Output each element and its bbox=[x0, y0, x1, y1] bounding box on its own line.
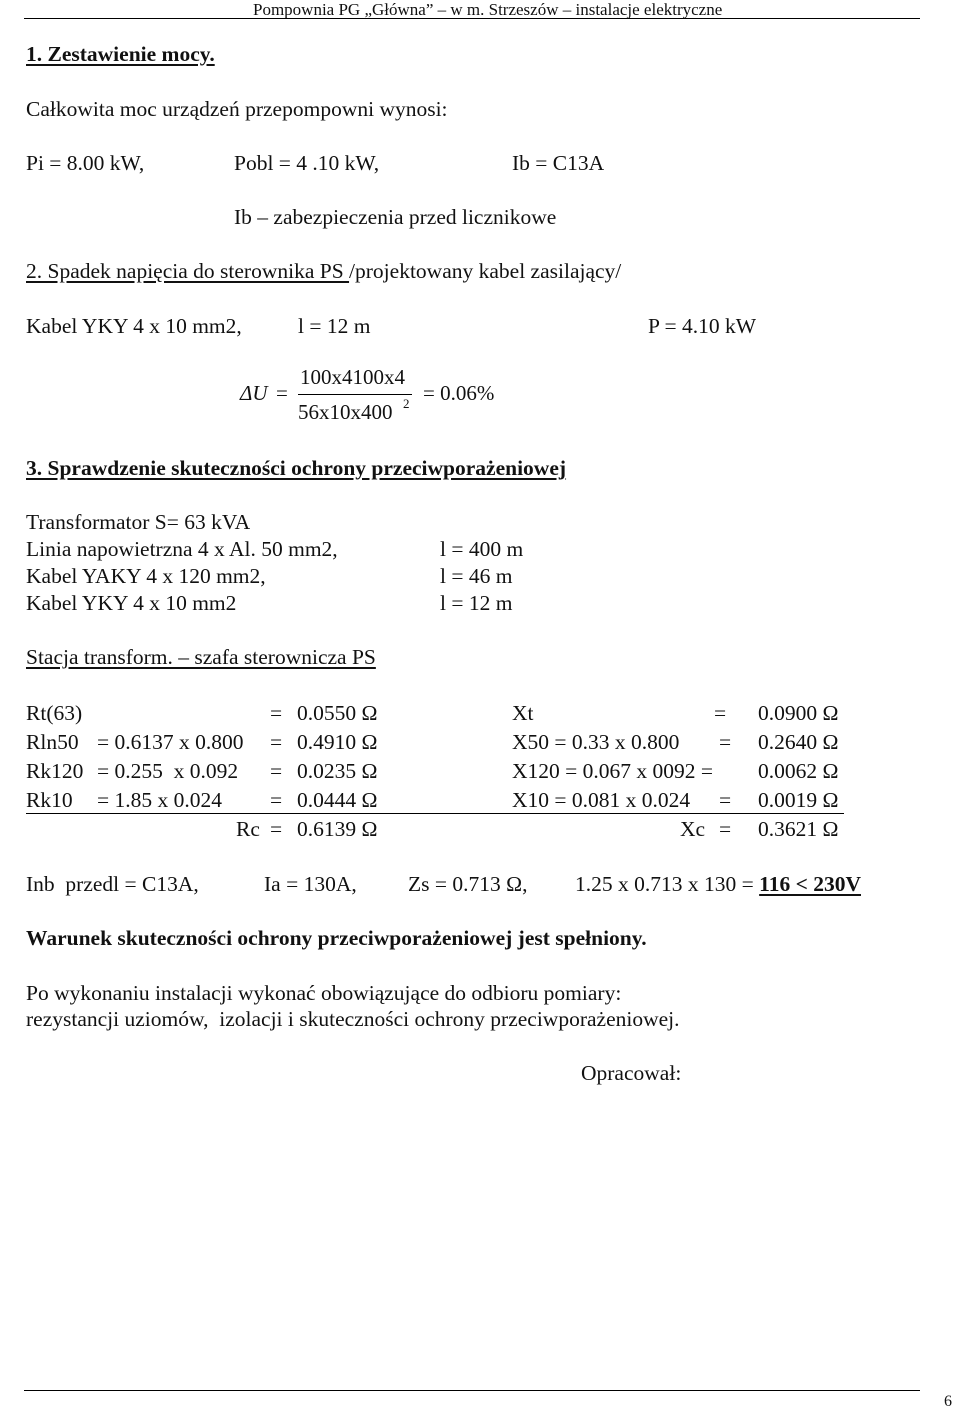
x-label: X120 = 0.067 x 0092 = bbox=[512, 759, 714, 783]
pi-value: Pi = 8.00 kW, bbox=[26, 151, 145, 175]
check-zs: Zs = 0.713 Ω, bbox=[408, 872, 528, 896]
r-calc: = 0.255 x 0.092 bbox=[97, 759, 239, 783]
r-value: 0.0235 Ω bbox=[297, 759, 378, 783]
conclusion: Warunek skuteczności ochrony przeciwporażeniowej jest spełniony. bbox=[26, 926, 647, 950]
line-name: Kabel YAKY 4 x 120 mm2, bbox=[26, 564, 266, 588]
section1-intro: Całkowita moc urządzeń przepompowni wynosi: bbox=[26, 97, 448, 121]
r-eq: = bbox=[270, 788, 283, 812]
section2-heading-underlined: 2. Spadek napięcia do sterownika PS bbox=[26, 259, 350, 283]
r-eq: = bbox=[270, 701, 283, 725]
r-calc: = 1.85 x 0.024 bbox=[97, 788, 223, 812]
section2-cable: Kabel YKY 4 x 10 mm2, bbox=[26, 314, 242, 338]
formula-eq: = bbox=[276, 381, 288, 405]
formula-denominator: 56x10x400 bbox=[298, 400, 393, 424]
xc-eq: = bbox=[719, 817, 732, 841]
check-ia: Ia = 130A, bbox=[264, 872, 357, 896]
r-value: 0.0550 Ω bbox=[297, 701, 378, 725]
check-calc-line bbox=[575, 871, 861, 897]
r-eq: = bbox=[270, 759, 283, 783]
prepared-by: Opracował: bbox=[581, 1061, 682, 1085]
section2-power: P = 4.10 kW bbox=[648, 314, 757, 338]
check-result: 116 < 230V bbox=[759, 872, 861, 896]
xc-label: Xc bbox=[680, 817, 706, 841]
ib-note: Ib – zabezpieczenia przed licznikowe bbox=[234, 205, 557, 229]
r-eq: = bbox=[270, 730, 283, 754]
r-label: Rk10 bbox=[26, 788, 73, 812]
pobl-value: Pobl = 4 .10 kW, bbox=[234, 151, 380, 175]
footer-rule bbox=[24, 1390, 920, 1391]
page-header: Pompownia PG „Główna” – w m. Strzeszów – instalacje elektryczne bbox=[253, 0, 723, 19]
x-value: 0.0900 Ω bbox=[758, 701, 839, 725]
xc-value: 0.3621 Ω bbox=[758, 817, 839, 841]
r-calc: = 0.6137 x 0.800 bbox=[97, 730, 244, 754]
section2-heading-rest: /projektowany kabel zasilający/ bbox=[349, 259, 622, 283]
line-length: l = 46 m bbox=[440, 564, 513, 588]
r-label: Rk120 bbox=[26, 759, 84, 783]
line-length: l = 400 m bbox=[440, 537, 524, 561]
rc-label: Rc bbox=[236, 817, 260, 841]
line-length: l = 12 m bbox=[440, 591, 513, 615]
r-sum-rule bbox=[26, 813, 392, 814]
formula-numerator: 100x4100x4 bbox=[300, 365, 405, 389]
x-label: Xt bbox=[512, 701, 534, 725]
page-number: 6 bbox=[944, 1393, 952, 1410]
route: Stacja transform. – szafa sterownicza PS bbox=[26, 645, 376, 669]
section3-heading: 3. Sprawdzenie skuteczności ochrony przeciwporażeniowej bbox=[26, 456, 567, 480]
check-calc: 1.25 x 0.713 x 130 = bbox=[575, 872, 760, 896]
r-value: 0.4910 Ω bbox=[297, 730, 378, 754]
formula-lhs: ΔU bbox=[240, 381, 268, 405]
ib-value: Ib = C13A bbox=[512, 151, 605, 175]
r-label: Rln50 bbox=[26, 730, 79, 754]
transformer: Transformator S= 63 kVA bbox=[26, 510, 251, 534]
section2-length: l = 12 m bbox=[298, 314, 371, 338]
x-label: X10 = 0.081 x 0.024 bbox=[512, 788, 691, 812]
formula-fraction-bar bbox=[298, 394, 412, 395]
formula-exponent: 2 bbox=[403, 396, 410, 411]
x-sum-rule bbox=[392, 813, 844, 814]
r-label: Rt(63) bbox=[26, 701, 83, 725]
x-value: 0.0019 Ω bbox=[758, 788, 839, 812]
line-name: Linia napowietrzna 4 x Al. 50 mm2, bbox=[26, 537, 338, 561]
x-eq: = bbox=[719, 788, 732, 812]
x-label: X50 = 0.33 x 0.800 bbox=[512, 730, 680, 754]
x-value: 0.0062 Ω bbox=[758, 759, 839, 783]
x-eq: = bbox=[719, 730, 732, 754]
section2-heading bbox=[26, 258, 621, 284]
section1-heading: 1. Zestawienie mocy. bbox=[26, 42, 215, 66]
measurements-line1: Po wykonaniu instalacji wykonać obowiązujące do odbioru pomiary: bbox=[26, 981, 622, 1005]
check-inb: Inb przedl = C13A, bbox=[26, 872, 199, 896]
header-rule bbox=[24, 18, 920, 19]
rc-value: 0.6139 Ω bbox=[297, 817, 378, 841]
line-name: Kabel YKY 4 x 10 mm2 bbox=[26, 591, 237, 615]
measurements-line2: rezystancji uziomów, izolacji i skuteczności ochrony przeciwporażeniowej. bbox=[26, 1007, 680, 1031]
r-value: 0.0444 Ω bbox=[297, 788, 378, 812]
x-eq: = bbox=[714, 701, 727, 725]
formula-result: = 0.06% bbox=[423, 381, 495, 405]
x-value: 0.2640 Ω bbox=[758, 730, 839, 754]
rc-eq: = bbox=[270, 817, 283, 841]
